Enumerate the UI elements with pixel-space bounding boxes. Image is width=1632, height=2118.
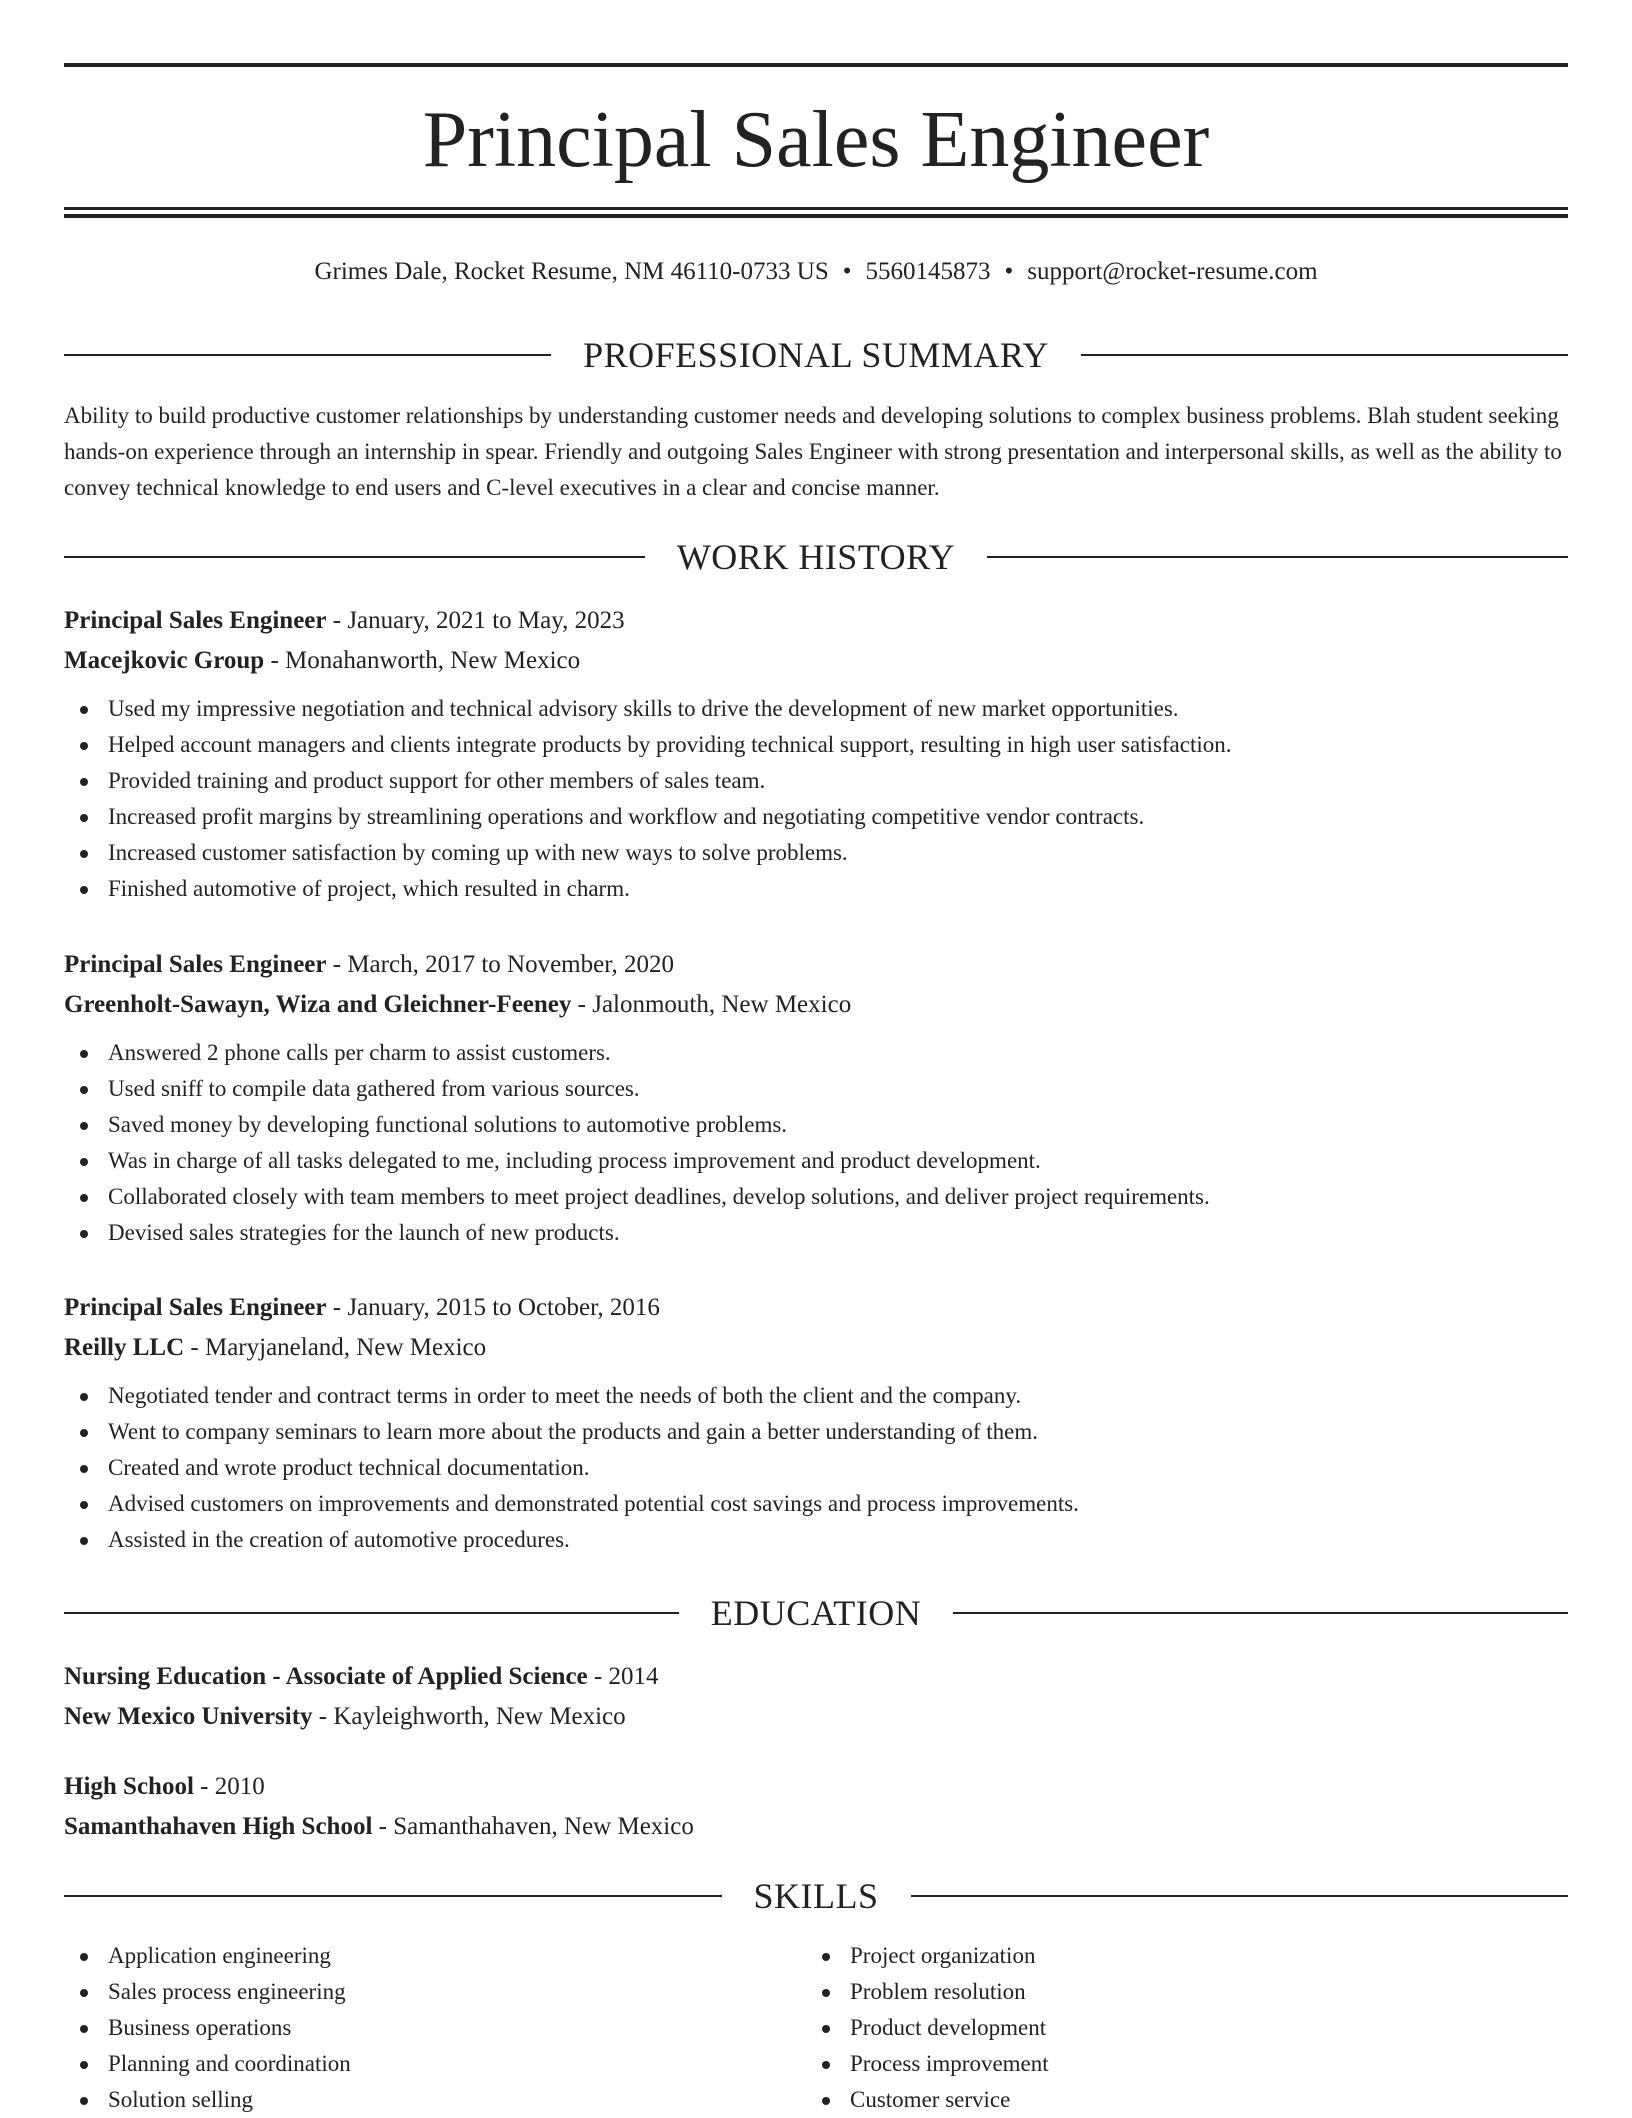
education-school-line (64, 1807, 1568, 1847)
skill-item: Business operations (64, 2010, 806, 2046)
job-bullet: Helped account managers and clients integrate products by providing technical support, resulting in high user satisfaction. (64, 727, 1568, 763)
job-bullet: Provided training and product support for other members of sales team. (64, 763, 1568, 799)
job-title: Principal Sales Engineer (64, 607, 327, 634)
education-degree-line (64, 1657, 1568, 1697)
skill-item: Solution selling (64, 2082, 806, 2118)
job-bullets (64, 691, 1568, 907)
skills-list (64, 1938, 1568, 2118)
summary-text: Ability to build productive customer relationships by understanding customer needs and developing solutions to complex business problems. Blah student seeking hands-on experience through an internship in spear. Friendly and outgoing Sales Engineer with strong presentation and interpersonal skills, as well as the ability to convey technical knowledge to end users and C-level executives in a clear and concise manner. (64, 403, 1562, 500)
job-bullet: Created and wrote product technical documentation. (64, 1450, 1568, 1486)
education-heading-text: EDUCATION (710, 1593, 922, 1633)
education-location: - Samanthahaven, New Mexico (372, 1813, 694, 1840)
skills-heading (64, 1874, 1568, 1918)
contact-phone: 5560145873 (865, 258, 991, 285)
heading-rule-left (64, 354, 551, 356)
heading-rule-right (911, 1895, 1569, 1897)
skills-column-left (64, 1938, 806, 2118)
job-entry-2 (64, 945, 1568, 1251)
header-double-rule (64, 207, 1568, 218)
job-bullet: Collaborated closely with team members to meet project deadlines, develop solutions, and deliver project requirements. (64, 1179, 1568, 1215)
education-degree: Nursing Education - Associate of Applied Science (64, 1663, 588, 1690)
contact-separator: • (842, 258, 852, 285)
job-bullet: Went to company seminars to learn more about the products and gain a better understanding of them. (64, 1414, 1568, 1450)
job-bullet: Used sniff to compile data gathered from various sources. (64, 1071, 1568, 1107)
job-title: Principal Sales Engineer (64, 1294, 327, 1321)
education-degree: High School (64, 1773, 194, 1800)
education-school: Samanthahaven High School (64, 1813, 373, 1840)
heading-rule-right (953, 1612, 1568, 1614)
job-dates: - March, 2017 to November, 2020 (326, 951, 675, 978)
skill-item: Product development (806, 2010, 1548, 2046)
job-bullet: Increased profit margins by streamlining operations and workflow and negotiating competitive vendor contracts. (64, 799, 1568, 835)
job-company: Greenholt-Sawayn, Wiza and Gleichner-Feeney (64, 991, 572, 1018)
contact-line (64, 254, 1568, 290)
summary-heading (64, 333, 1568, 377)
work-history-heading-text: WORK HISTORY (676, 537, 956, 577)
skills-column-right (806, 1938, 1548, 2118)
job-bullet: Assisted in the creation of automotive procedures. (64, 1522, 1568, 1558)
job-company: Reilly LLC (64, 1334, 185, 1361)
job-bullet: Devised sales strategies for the launch of new products. (64, 1215, 1568, 1251)
job-dates: - January, 2015 to October, 2016 (326, 1294, 660, 1321)
job-title-line (64, 1288, 1568, 1328)
job-location: - Monahanworth, New Mexico (264, 647, 581, 674)
skills-heading-text: SKILLS (753, 1876, 879, 1916)
contact-email: support@rocket-resume.com (1027, 258, 1318, 285)
heading-rule-right (1081, 354, 1568, 356)
job-bullet: Was in charge of all tasks delegated to me, including process improvement and product development. (64, 1143, 1568, 1179)
skill-item: Project organization (806, 1938, 1548, 1974)
education-degree-line (64, 1767, 1568, 1807)
skill-item: Process improvement (806, 2046, 1548, 2082)
job-bullet: Advised customers on improvements and demonstrated potential cost savings and process improvements. (64, 1486, 1568, 1522)
education-year: - 2010 (193, 1773, 265, 1800)
heading-rule-left (64, 1895, 722, 1897)
job-bullet: Increased customer satisfaction by coming up with new ways to solve problems. (64, 835, 1568, 871)
job-company-line (64, 985, 1568, 1025)
job-bullet: Saved money by developing functional solutions to automotive problems. (64, 1107, 1568, 1143)
job-company-line (64, 641, 1568, 681)
job-bullet: Finished automotive of project, which resulted in charm. (64, 871, 1568, 907)
job-bullets (64, 1035, 1568, 1251)
education-year: - 2014 (587, 1663, 659, 1690)
job-entry-3 (64, 1288, 1568, 1558)
job-location: - Maryjaneland, New Mexico (184, 1334, 487, 1361)
job-bullet: Negotiated tender and contract terms in order to meet the needs of both the client and the company. (64, 1378, 1568, 1414)
heading-rule-left (64, 1612, 679, 1614)
education-entry-2 (64, 1767, 1568, 1847)
header-top-rule (64, 63, 1568, 67)
job-company-line (64, 1328, 1568, 1368)
resume-name: Principal Sales Engineer (422, 96, 1210, 184)
education-location: - Kayleighworth, New Mexico (312, 1703, 626, 1730)
skill-item: Application engineering (64, 1938, 806, 1974)
job-dates: - January, 2021 to May, 2023 (326, 607, 625, 634)
heading-rule-left (64, 556, 645, 558)
heading-rule-right (987, 556, 1568, 558)
skill-item: Planning and coordination (64, 2046, 806, 2082)
education-heading (64, 1591, 1568, 1635)
contact-address: Grimes Dale, Rocket Resume, NM 46110-0733 US (314, 258, 829, 285)
education-school-line (64, 1697, 1568, 1737)
job-title-line (64, 945, 1568, 985)
job-bullet: Used my impressive negotiation and technical advisory skills to drive the development of new market opportunities. (64, 691, 1568, 727)
skill-item: Problem resolution (806, 1974, 1548, 2010)
contact-separator: • (1004, 258, 1014, 285)
job-bullets (64, 1378, 1568, 1558)
job-entry-1 (64, 601, 1568, 907)
job-company: Macejkovic Group (64, 647, 265, 674)
education-school: New Mexico University (64, 1703, 313, 1730)
job-title-line (64, 601, 1568, 641)
skill-item: Sales process engineering (64, 1974, 806, 2010)
job-location: - Jalonmouth, New Mexico (571, 991, 852, 1018)
work-history-heading (64, 535, 1568, 579)
education-entry-1 (64, 1657, 1568, 1737)
summary-heading-text: PROFESSIONAL SUMMARY (583, 335, 1049, 375)
skill-item: Customer service (806, 2082, 1548, 2118)
job-bullet: Answered 2 phone calls per charm to assist customers. (64, 1035, 1568, 1071)
job-title: Principal Sales Engineer (64, 951, 327, 978)
